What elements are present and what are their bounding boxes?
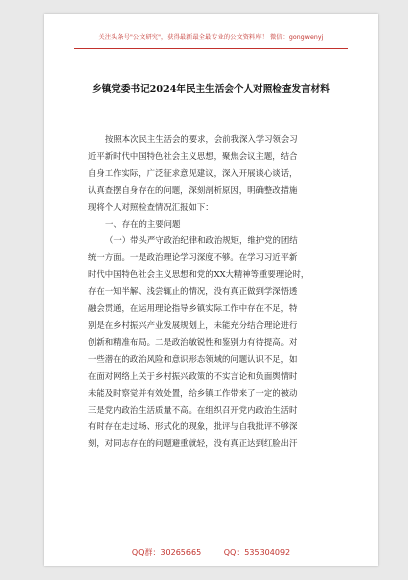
body-line: 时代中国特色社会主义思想和党的XX大精神等重要理论时， [88, 269, 310, 280]
header-divider [74, 48, 348, 49]
qq-group-number: QQ群：30265665 [131, 548, 202, 557]
document-title: 乡镇党委书记2024年民主生活会个人对照检查发言材料 [92, 84, 330, 95]
document-page [44, 14, 378, 566]
body-line: 按照本次民主生活会的要求，会前我深入学习领会习 [105, 134, 298, 144]
body-line: 存在一知半解、浅尝辄止的情况，没有真正做到学深悟透 [88, 286, 298, 297]
qq-number: QQ：535304092 [223, 548, 291, 557]
body-line: 认真查摆自身存在的问题，深刻剖析原因，明确整改措施 [88, 184, 298, 195]
body-line: 近平新时代中国特色社会主义思想，聚焦会议主题，结合 [88, 150, 298, 161]
body-line: 三是党内政治生活质量不高。在组织召开党内政治生活时 [88, 404, 298, 415]
body-line: 现将个人对照检查情况汇报如下： [88, 201, 214, 212]
body-line: 一些潜在的政治风险和意识形态领域的问题认识不足，如 [88, 353, 298, 364]
body-line: 在面对网络上关于乡村振兴政策的不实言论和负面舆情时 [88, 370, 298, 381]
body-line: 刻，对同志存在的问题避重就轻，没有真正达到红脸出汗 [88, 438, 298, 449]
body-line: 创新和精准布局。二是政治敏锐性和鉴别力有待提高。对 [88, 336, 298, 347]
body-line: 未能及时察觉并有效处置，给乡镇工作带来了一定的被动 [88, 387, 298, 398]
header-note: 关注头条号"公文研究"，获得最新最全最专业的公文资料库！ 微信：gongwenyj [98, 34, 324, 41]
footer-contact [44, 547, 378, 558]
body-line: 融会贯通，在运用理论指导乡镇实际工作中存在不足，特 [88, 303, 298, 314]
body-line: 有时存在走过场、形式化的现象，批评与自我批评不够深 [88, 421, 298, 432]
section-heading: 一、存在的主要问题 [105, 218, 181, 229]
body-line: 别是在乡村振兴产业发展规划上，未能充分结合理论进行 [88, 319, 298, 330]
document-body [88, 131, 334, 452]
body-line: 自身工作实际，广泛征求意见建议，深入开展谈心谈话， [88, 167, 298, 178]
body-line: 统一方面。一是政治理论学习深度不够。在学习习近平新 [88, 252, 298, 263]
body-line: （一）带头严守政治纪律和政治规矩，维护党的团结 [105, 235, 298, 246]
